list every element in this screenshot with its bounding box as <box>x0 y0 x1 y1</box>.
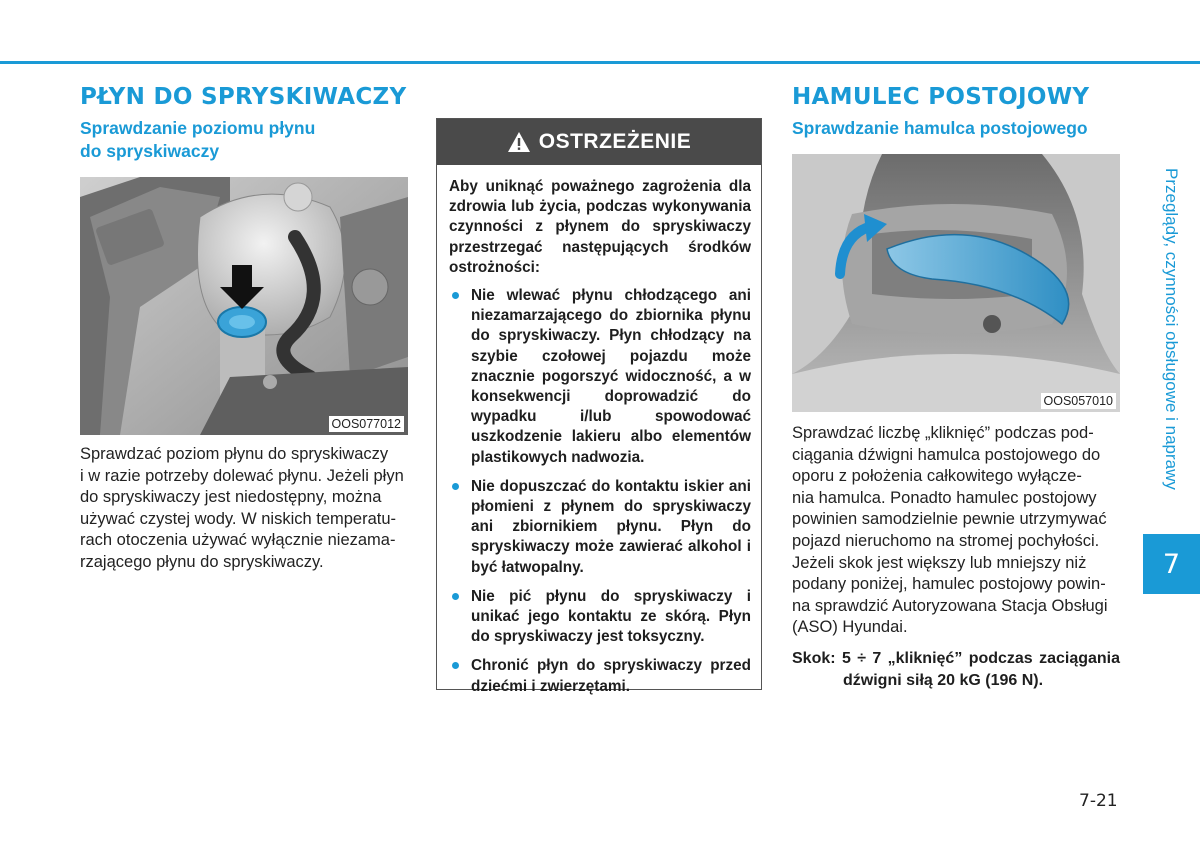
left-subtitle-line: Sprawdzanie poziomu płynu <box>80 118 316 138</box>
warning-item <box>449 477 751 578</box>
warning-item-text: Chronić płyn do spryskiwaczy przed dziećmi i zwierzętami. <box>471 657 751 695</box>
paragraph-line: Sprawdzać liczbę „kliknięć” podczas pod- <box>792 424 1094 442</box>
warning-item-text: Nie pić płynu do spryskiwaczy i unikać jego kontaktu ze skórą. Płyn do spryskiwaczy jest toksyczny. <box>471 587 751 646</box>
paragraph-line: używać czystej wody. W niskich temperatu- <box>80 509 397 528</box>
figure-caption-left: OOS077012 <box>329 416 405 432</box>
right-body <box>792 423 1120 691</box>
warning-item <box>449 286 751 468</box>
chapter-number-badge: 7 <box>1143 534 1200 594</box>
paragraph-line: (ASO) Hyundai. <box>792 618 908 637</box>
left-column <box>80 84 408 163</box>
bullet-icon <box>452 593 459 600</box>
page-number: 7-21 <box>1079 791 1118 811</box>
warning-header <box>437 119 761 165</box>
section-title-washer-fluid: PŁYN DO SPRYSKIWACZY <box>80 84 407 110</box>
chapter-side-tab <box>1151 168 1191 528</box>
left-body <box>80 444 408 574</box>
section-title-parking-brake: HAMULEC POSTOJOWY <box>792 84 1090 110</box>
paragraph-line: Sprawdzać poziom płynu do spryskiwaczy <box>80 445 389 463</box>
left-subtitle <box>80 117 408 163</box>
engine-bay-illustration <box>80 177 408 435</box>
warning-item-text: Nie wlewać płynu chłodzącego ani niezamarzającego do zbiornika płynu do spryskiwaczy. Płyn chłodzący na szybie czołowej pojazdu może znacznie pogorszyć widoczność, a w konsekwencji doprowadzić do wypadku i/lub spowodować uszkodzenie lakieru albo elementów plastikowych nadwozia. <box>471 287 751 466</box>
paragraph-line: i w razie potrzeby dolewać płynu. Jeżeli płyn <box>80 466 404 485</box>
top-rule <box>0 61 1200 64</box>
paragraph-line: Jeżeli skok jest większy lub mniejszy niż <box>792 553 1087 572</box>
paragraph-line: podany poniżej, hamulec postojowy powin- <box>792 575 1106 594</box>
warning-intro: Aby uniknąć poważnego zagrożenia dla zdrowia lub życia, podczas wykonywania czynności z płynem do spryskiwaczy przestrzegać następujących środków ostrożności: <box>449 178 751 276</box>
paragraph-line: pojazd nieruchomo na stromej pochyłości. <box>792 531 1100 550</box>
paragraph-line: powinien samodzielnie pewnie utrzymywać <box>792 510 1107 529</box>
paragraph-line: rach otoczenia używać wyłącznie niezama- <box>80 531 396 550</box>
stroke-specification: Skok: 5 ÷ 7 „kliknięć” podczas zaciągania dźwigni siłą 20 kG (196 N). <box>792 649 1120 689</box>
paragraph-line: do spryskiwaczy jest niedostępny, można <box>80 488 382 507</box>
washer-reservoir-figure <box>80 177 408 435</box>
parking-brake-illustration <box>792 154 1120 412</box>
bullet-icon <box>452 292 459 299</box>
right-column <box>792 84 1120 140</box>
paragraph-line: nia hamulca. Ponadto hamulec postojowy <box>792 488 1097 507</box>
paragraph-line: oporu z położenia całkowitego wyłącze- <box>792 467 1082 486</box>
paragraph-line: ciągania dźwigni hamulca postojowego do <box>792 445 1101 464</box>
parking-brake-figure <box>792 154 1120 412</box>
right-subtitle: Sprawdzanie hamulca postojowego <box>792 118 1088 138</box>
figure-caption-right: OOS057010 <box>1041 393 1117 409</box>
chapter-side-label: Przeglądy, czynności obsługowe i naprawy <box>1162 168 1181 490</box>
warning-triangle-icon <box>507 131 531 153</box>
warning-body <box>437 165 761 697</box>
warning-heading: OSTRZEŻENIE <box>538 130 692 153</box>
paragraph-line: na sprawdzić Autoryzowana Stacja Obsługi <box>792 596 1108 615</box>
warning-box <box>436 118 762 695</box>
warning-item <box>449 587 751 648</box>
warning-item-text: Nie dopuszczać do kontaktu iskier ani płomieni z płynem do spryskiwaczy ani zbiornikiem płynu. Płyn do spryskiwaczy może zawierać alkohol i być łatwopalny. <box>471 477 751 576</box>
bullet-icon <box>452 483 459 490</box>
warning-list <box>449 286 751 697</box>
warning-item <box>449 656 751 696</box>
bullet-icon <box>452 662 459 669</box>
left-subtitle-line: do spryskiwaczy <box>80 141 220 161</box>
paragraph-line: rzającego płynu do spryskiwaczy. <box>80 552 324 571</box>
